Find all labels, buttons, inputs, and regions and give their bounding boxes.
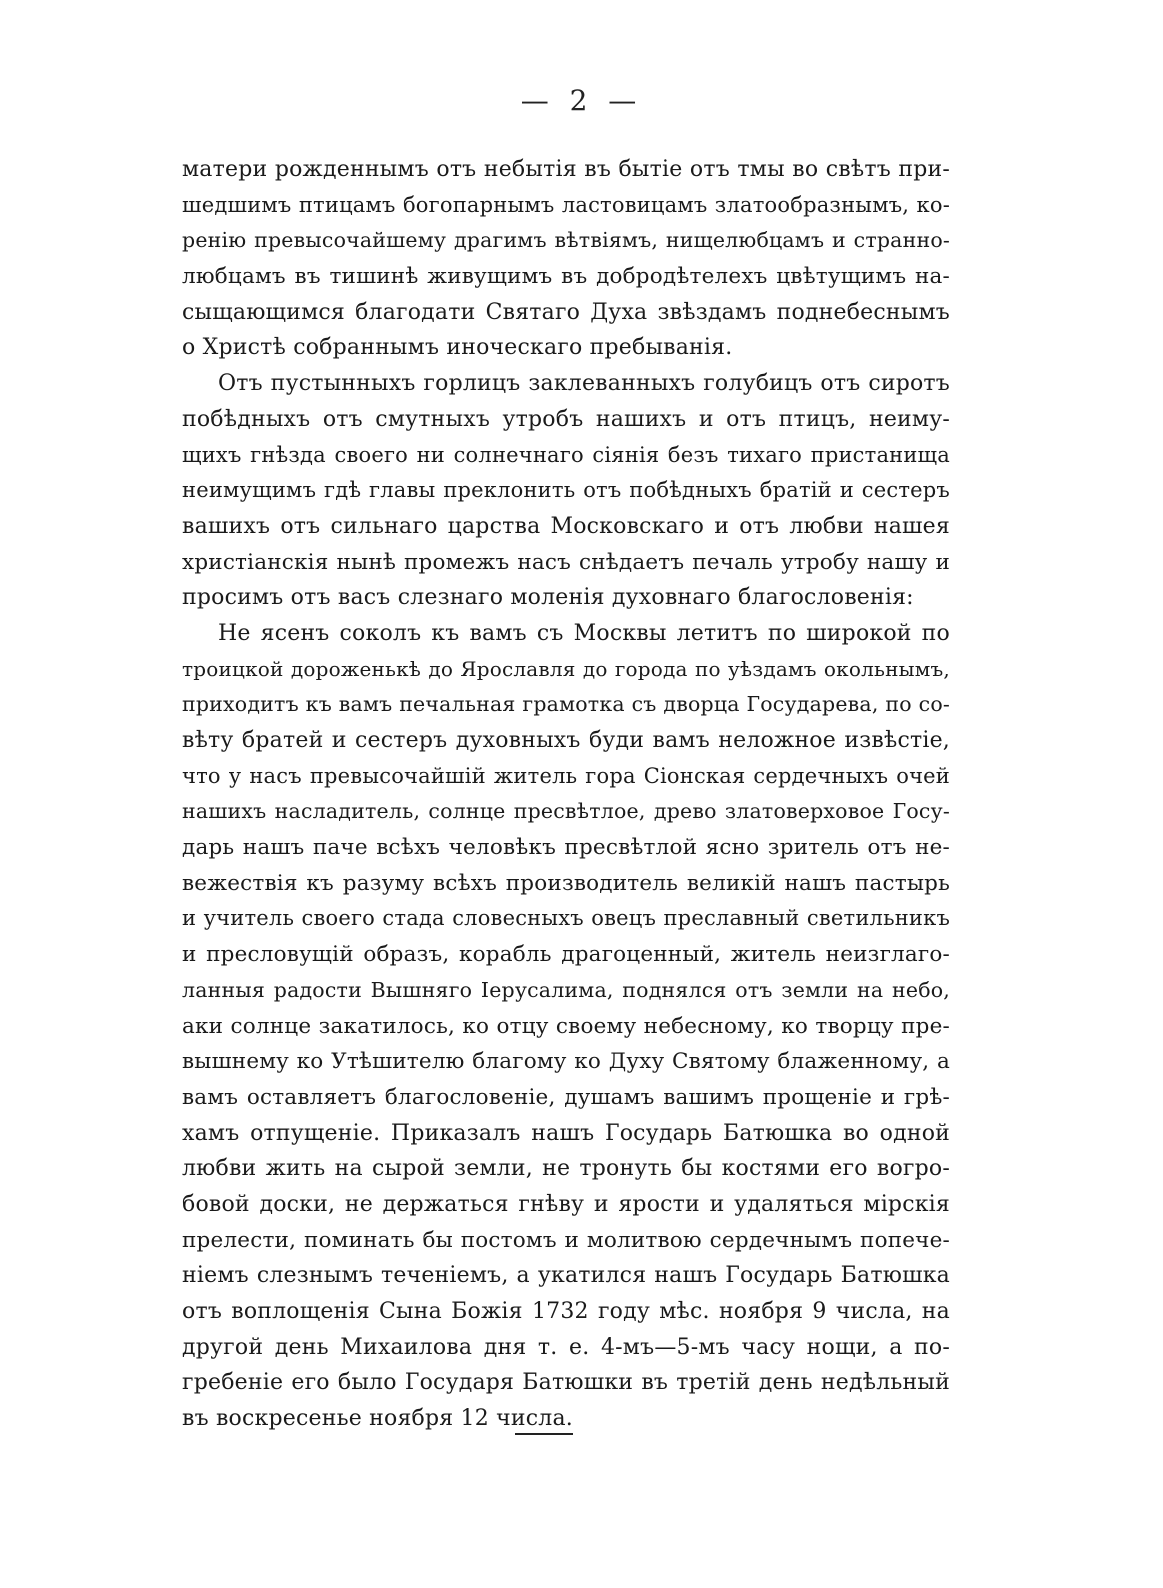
- text-line: ланныя радости Вышняго Іерусалима, поднялся отъ земли на небо,: [182, 977, 950, 1002]
- text-line: и учитель своего стада словесныхъ овецъ преславный светильникъ: [182, 906, 950, 931]
- text-line: что у насъ превысочайшій житель гора Сіонская сердечныхъ очей: [182, 763, 950, 788]
- text-line: аки солнце закатилось, ко отцу своему небесному, ко творцу пре-: [182, 1013, 950, 1039]
- text-line: ніемъ слезнымъ теченіемъ, а укатился нашъ Государь Батюшка: [182, 1263, 950, 1289]
- text-line: другой день Михаилова дня т. е. 4-мъ—5-мъ часу нощи, а по-: [182, 1334, 950, 1360]
- text-line: ренію превысочайшему драгимъ вѣтвіямъ, нищелюбцамъ и странно-: [182, 228, 950, 253]
- text-line: дарь нашъ паче всѣхъ человѣкъ пресвѣтлой ясно зритель отъ не-: [182, 835, 950, 861]
- text-line: шедшимъ птицамъ богопарнымъ ластовицамъ златообразнымъ, ко-: [182, 192, 950, 217]
- text-line: Не ясенъ соколъ къ вамъ съ Москвы летитъ по широкой по: [218, 620, 950, 646]
- text-line: бовой доски, не держаться гнѣву и ярости и удаляться мірскія: [182, 1191, 950, 1217]
- text-line: Отъ пустынныхъ горлицъ заклеванныхъ голубицъ отъ сиротъ: [218, 371, 950, 397]
- text-line: хамъ отпущеніе. Приказалъ нашъ Государь Батюшка во одной: [182, 1120, 950, 1146]
- text-line: просимъ отъ васъ слезнаго моленія духовнаго благословенія:: [182, 585, 914, 611]
- section-divider: [515, 1433, 573, 1435]
- text-line: вѣту братей и сестеръ духовныхъ буди вамъ неложное извѣстіе,: [182, 728, 950, 753]
- text-line: вашихъ отъ сильнаго царства Московскаго и отъ любви нашея: [182, 513, 950, 539]
- text-line: матери рожденнымъ отъ небытія въ бытіе отъ тмы во свѣтъ при-: [182, 157, 950, 182]
- text-line: щихъ гнѣзда своего ни солнечнаго сіянія безъ тихаго пристанища: [182, 442, 950, 467]
- text-line: прелести, поминать бы постомъ и молитвою сердечнымъ попече-: [182, 1227, 950, 1253]
- text-line: приходитъ къ вамъ печальная грамотка съ дворца Государева, по со-: [182, 692, 950, 717]
- text-line: вышнему ко Утѣшителю благому ко Духу Святому блаженному, а: [182, 1049, 950, 1075]
- text-line: гребеніе его было Государя Батюшки въ третій день недѣльный: [182, 1370, 950, 1396]
- text-line: любви жить на сырой земли, не тронуть бы костями его вогро-: [182, 1156, 950, 1182]
- text-line: троицкой дороженькѣ до Ярославля до города по уѣздамъ окольнымъ,: [182, 656, 950, 681]
- text-line: нашихъ насладитель, солнце пресвѣтлое, древо златоверховое Госу-: [182, 799, 950, 824]
- body-text: [182, 152, 950, 1437]
- text-line: сыщающимся благодати Святаго Духа звѣздамъ поднебеснымъ: [182, 299, 950, 325]
- text-line: вежествія къ разуму всѣхъ производитель великій нашъ пастырь: [182, 870, 950, 896]
- text-line: и пресловущій образъ, корабль драгоценный, житель неизглаго-: [182, 942, 950, 968]
- text-line: христіанскія нынѣ промежъ насъ снѣдаетъ печаль утробу нашу и: [182, 549, 950, 575]
- text-line: вамъ оставляетъ благословеніе, душамъ вашимъ прощеніе и грѣ-: [182, 1084, 950, 1110]
- text-line: неимущимъ гдѣ главы преклонить отъ побѣдныхъ братій и сестеръ: [182, 478, 950, 503]
- page-number: — 2 —: [520, 84, 643, 117]
- text-line: въ воскресенье ноября 12 числа.: [182, 1406, 573, 1432]
- text-line: отъ воплощенія Сына Божія 1732 году мѣс. ноября 9 числа, на: [182, 1299, 950, 1324]
- text-line: любцамъ въ тишинѣ живущимъ въ добродѣтелехъ цвѣтущимъ на-: [182, 264, 950, 290]
- text-line: о Христѣ собраннымъ иноческаго пребыванія.: [182, 335, 733, 361]
- text-line: побѣдныхъ отъ смутныхъ утробъ нашихъ и отъ птицъ, неиму-: [182, 406, 950, 432]
